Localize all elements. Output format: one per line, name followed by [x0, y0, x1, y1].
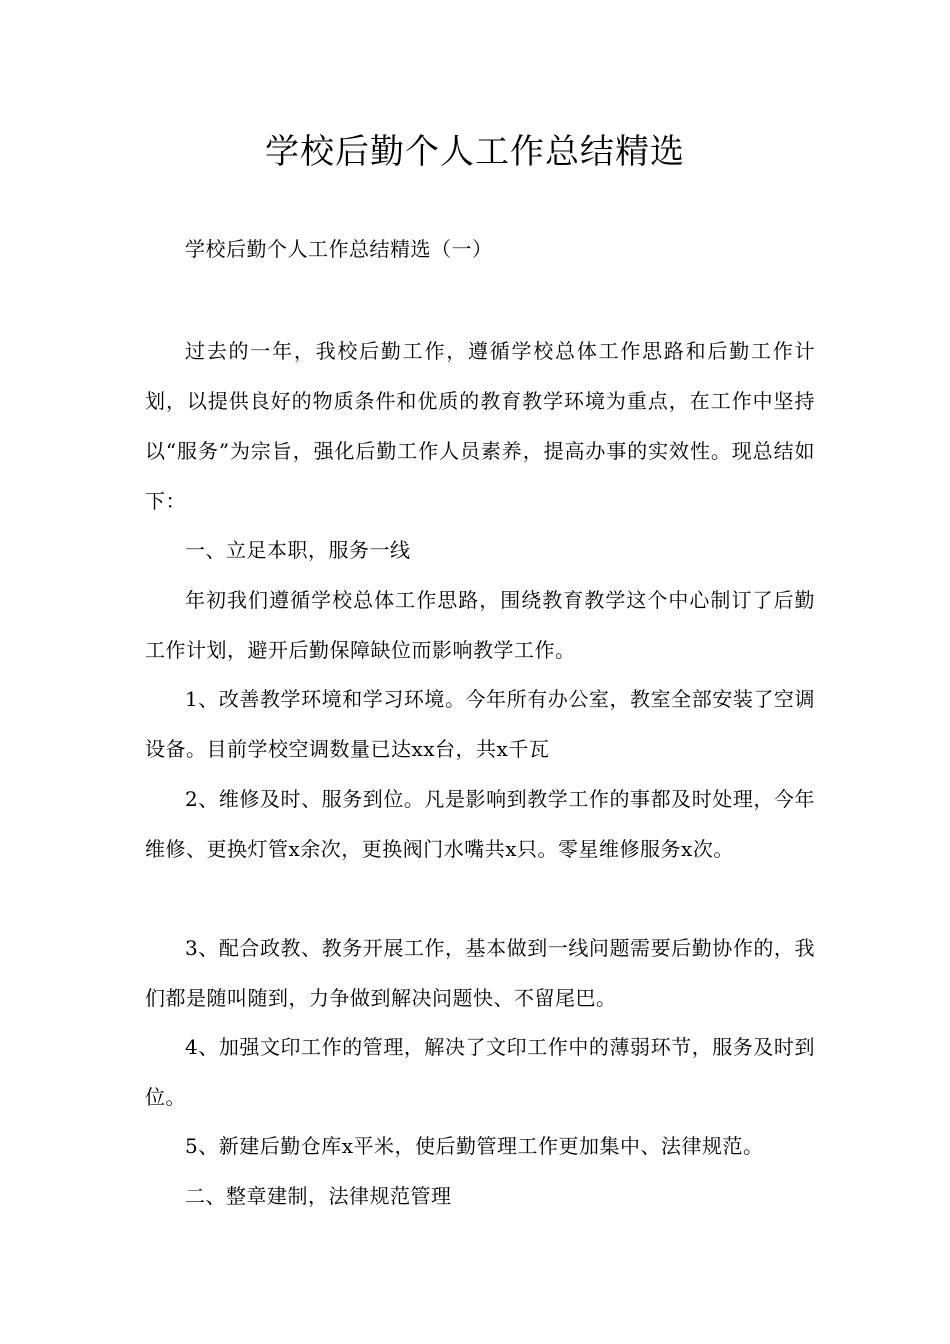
- list-item-1: 1、改善教学环境和学习环境。今年所有办公室，教室全部安装了空调设备。目前学校空调数量已达xx台，共x千瓦: [145, 687, 815, 761]
- document-subtitle: 学校后勤个人工作总结精选（一）: [185, 237, 493, 261]
- list-item-3: 3、配合政教、教务开展工作，基本做到一线问题需要后勤协作的，我们都是随叫随到，力争做到解决问题快、不留尾巴。: [145, 936, 815, 1010]
- section-heading-2: 二、整章建制，法律规范管理: [185, 1184, 452, 1208]
- paragraph-intro: 过去的一年，我校后勤工作，遵循学校总体工作思路和后勤工作计划，以提供良好的物质条件和优质的教育教学环境为重点，在工作中坚持以“服务”为宗旨，强化后勤工作人员素养，提高办事的实效性。现总结如下：: [145, 339, 815, 513]
- list-item-2: 2、维修及时、服务到位。凡是影响到教学工作的事都及时处理，今年维修、更换灯管x余次，更换阀门水嘴共x只。零星维修服务x次。: [145, 787, 815, 861]
- list-item-5: 5、新建后勤仓库x平米，使后勤管理工作更加集中、法律规范。: [185, 1134, 764, 1158]
- paragraph-section-1-intro: 年初我们遵循学校总体工作思路，围绕教育教学这个中心制订了后勤工作计划，避开后勤保障缺位而影响教学工作。: [145, 588, 815, 662]
- section-heading-1: 一、立足本职，服务一线: [185, 538, 411, 562]
- list-item-4: 4、加强文印工作的管理，解决了文印工作中的薄弱环节，服务及时到位。: [145, 1035, 815, 1109]
- document-title: 学校后勤个人工作总结精选: [265, 132, 685, 172]
